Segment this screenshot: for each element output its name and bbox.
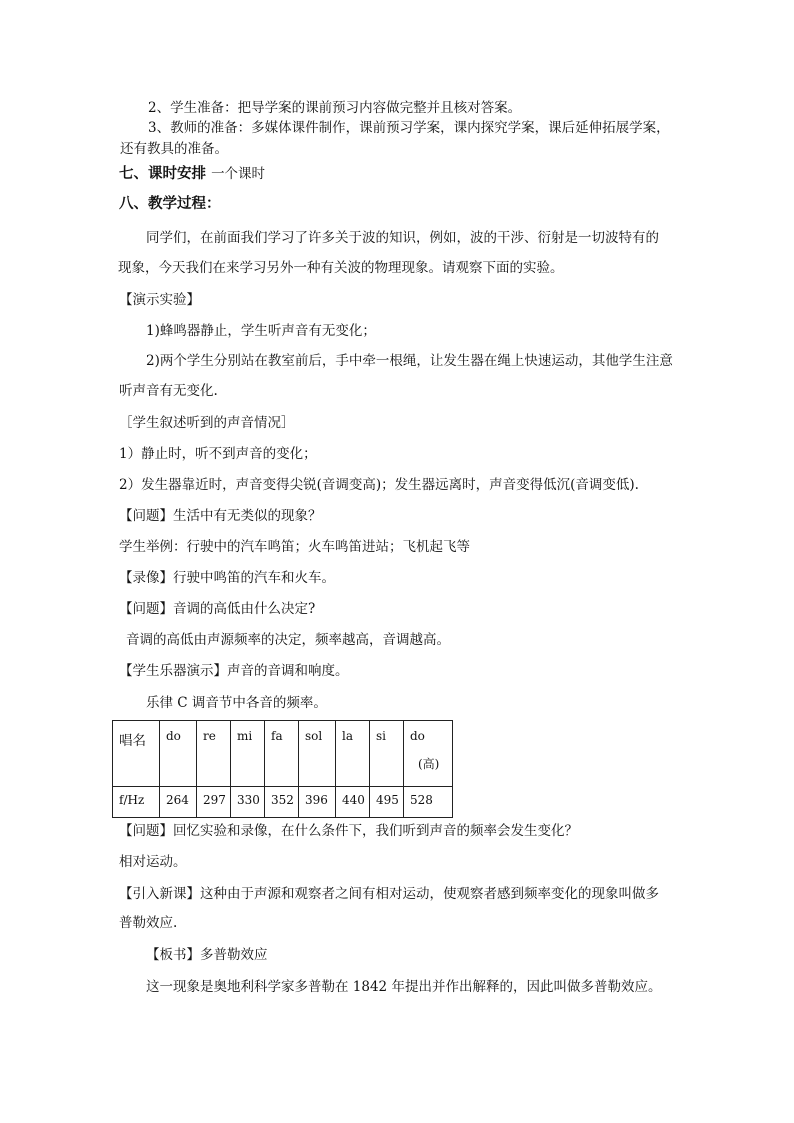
- table-cell: 330: [231, 787, 265, 818]
- question-1: 【问题】生活中有无类似的现象？: [119, 508, 322, 524]
- question-2: 【问题】音调的高低由什么决定?: [119, 601, 316, 617]
- section-8-heading: 八、教学过程：: [119, 196, 221, 212]
- intro-paragraph: 同学们，在前面我们学习了许多关于波的知识，例如，波的干涉、衍射是一切波特有的: [146, 230, 659, 246]
- table-cell: re: [197, 721, 231, 787]
- frequency-table: [112, 720, 453, 818]
- table-cell: 528: [404, 787, 453, 818]
- demo-heading: 【演示实验】: [119, 292, 200, 308]
- table-cell: do: [160, 721, 197, 787]
- table-cell: mi: [231, 721, 265, 787]
- final-paragraph: 这一现象是奥地利科学家多普勒在 1842 年提出并作出解释的，因此叫做多普勒效应。: [146, 979, 662, 995]
- section-7-heading: [119, 164, 265, 184]
- table-row: [113, 721, 453, 787]
- instrument-demo: 【学生乐器演示】声音的音调和响度。: [119, 663, 349, 679]
- table-cell: 297: [197, 787, 231, 818]
- table-cell: 唱名: [113, 721, 160, 787]
- demo-step-2-cont: 听声音有无变化.: [119, 383, 218, 399]
- table-cell: 396: [299, 787, 336, 818]
- question-2-answer: 音调的高低由声源频率的决定，频率越高，音调越高。: [126, 632, 450, 648]
- table-cell: la: [336, 721, 370, 787]
- table-cell: 440: [336, 787, 370, 818]
- table-cell: f/Hz: [113, 787, 160, 818]
- table-cell-text: do: [410, 729, 425, 743]
- question-3-answer: 相对运动。: [119, 854, 187, 870]
- intro-paragraph-cont: 现象，今天我们在来学习另外一种有关波的物理现象。请观察下面的实验。: [118, 260, 564, 276]
- table-cell: 264: [160, 787, 197, 818]
- table-cell: sol: [299, 721, 336, 787]
- video-note: 【录像】行驶中鸣笛的汽车和火车。: [119, 570, 335, 586]
- scale-caption: 乐律 C 调音节中各音的频率。: [146, 695, 327, 711]
- new-lesson-intro: 【引入新课】这种由于声源和观察者之间有相对运动，使观察者感到频率变化的现象叫做多: [119, 886, 659, 902]
- table-cell: 352: [265, 787, 299, 818]
- student-description: ［学生叙述听到的声音情况］: [119, 415, 295, 431]
- observation-2: 2）发生器靠近时，声音变得尖锐(音调变高)；发生器远离时，声音变得低沉(音调变低).: [119, 477, 639, 493]
- section-7-title: 七、课时安排: [119, 166, 206, 182]
- prep-teacher-line: 3、教师的准备：多媒体课件制作，课前预习学案，课内探究学案，课后延伸拓展学案，: [148, 120, 670, 136]
- section-7-note: 一个课时: [211, 166, 266, 182]
- table-row: [113, 787, 453, 818]
- prep-teacher-line-cont: 还有教具的准备。: [120, 141, 228, 157]
- table-cell-note: (高): [418, 757, 440, 771]
- table-cell: fa: [265, 721, 299, 787]
- demo-step-1: 1)蜂鸣器静止，学生听声音有无变化；: [146, 323, 376, 339]
- prep-student-line: 2、学生准备：把导学案的课前预习内容做完整并且核对答案。: [148, 100, 522, 116]
- new-lesson-intro-cont: 普勒效应.: [119, 915, 178, 931]
- question-3: 【问题】回忆实验和录像，在什么条件下，我们听到声音的频率会发生变化？: [119, 823, 578, 839]
- table-cell-high-do: [404, 721, 453, 787]
- question-1-answer: 学生举例：行驶中的汽车鸣笛；火车鸣笛进站；飞机起飞等: [119, 539, 470, 555]
- observation-1: 1）静止时，听不到声音的变化；: [119, 446, 317, 462]
- table-cell: 495: [370, 787, 404, 818]
- demo-step-2: 2)两个学生分别站在教室前后，手中牵一根绳，让发生器在绳上快速运动，其他学生注意: [146, 353, 673, 369]
- table-cell: si: [370, 721, 404, 787]
- board-note: 【板书】多普勒效应: [146, 947, 268, 963]
